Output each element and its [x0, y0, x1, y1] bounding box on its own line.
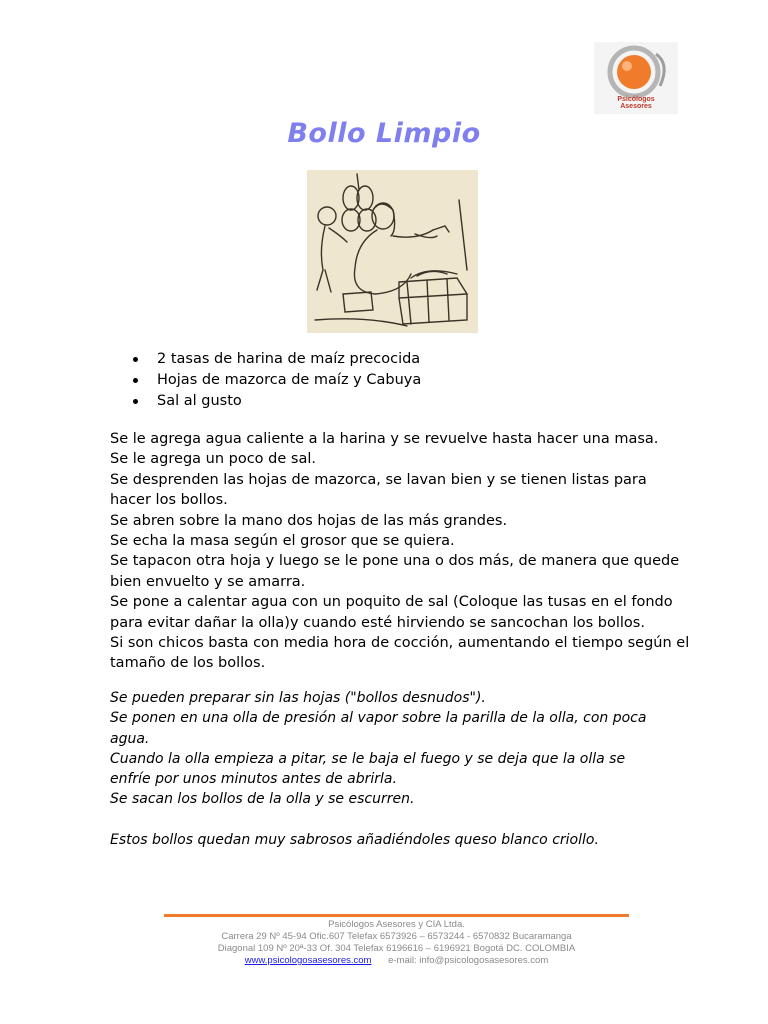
logo-text-line2: Asesores: [620, 103, 652, 110]
tip-line: Se sacan los bollos de la olla y se escurren.: [110, 791, 415, 808]
page-title: Bollo Limpio: [287, 118, 481, 149]
tip-line: enfríe por unos minutos antes de abrirla.: [110, 771, 397, 788]
step-line: Si son chicos basta con media hora de cocción, aumentando el tiempo según el: [110, 635, 690, 652]
step-line: Se pone a calentar agua con un poquito de sal (Coloque las tusas en el fondo: [110, 594, 673, 611]
footer-company: Psicólogos Asesores y CIA Ltda.: [328, 919, 465, 930]
variation-tips: [110, 688, 690, 810]
email-text: e-mail: info@psicologosasesores.com: [388, 955, 549, 966]
step-line: Se echa la masa según el grosor que se quiera.: [110, 533, 455, 550]
page-footer: [164, 919, 629, 967]
final-note: [110, 830, 599, 850]
ingredients-list: [131, 349, 421, 412]
step-line: hacer los bollos.: [110, 492, 228, 509]
ingredient-item: Hojas de mazorca de maíz y Cabuya: [131, 370, 421, 391]
footer-contact: [164, 955, 629, 967]
step-line: tamaño de los bollos.: [110, 655, 266, 672]
tip-line: Se pueden preparar sin las hojas ("bollos desnudos").: [110, 690, 486, 706]
step-line: Se abren sobre la mano dos hojas de las más grandes.: [110, 512, 508, 529]
logo-text-line1: Psicólogos: [617, 96, 655, 103]
step-line: Se tapacon otra hoja y luego se le pone una o dos más, de manera que quede: [110, 553, 680, 570]
woman-child-sketch-icon: [307, 170, 478, 333]
ingredient-item: Sal al gusto: [131, 391, 421, 412]
company-logo: [594, 42, 678, 114]
preparation-steps: [110, 429, 690, 674]
ingredient-item: 2 tasas de harina de maíz precocida: [131, 349, 421, 370]
tip-line: agua.: [110, 730, 150, 747]
tip-line: Cuando la olla empieza a pitar, se le baja el fuego y se deja que la olla se: [110, 750, 626, 767]
step-line: para evitar dañar la olla)y cuando esté hirviendo se sancochan los bollos.: [110, 614, 645, 631]
step-line: Se le agrega agua caliente a la harina y se revuelve hasta hacer una masa.: [110, 431, 659, 447]
recipe-illustration: [307, 170, 478, 333]
step-line: Se le agrega un poco de sal.: [110, 451, 316, 468]
tip-line: Se ponen en una olla de presión al vapor sobre la parilla de la olla, con poca: [110, 710, 647, 727]
step-line: Se desprenden las hojas de mazorca, se lavan bien y se tienen listas para: [110, 471, 647, 488]
footer-divider: [164, 914, 629, 917]
footer-address-bogota: Diagonal 109 Nº 20ª-33 Of. 304 Telefax 6196616 – 6196921 Bogotá DC. COLOMBIA: [217, 943, 576, 954]
final-note-text: Estos bollos quedan muy sabrosos añadiéndoles queso blanco criollo.: [110, 832, 599, 848]
footer-address-bucaramanga: Carrera 29 Nº 45-94 Ofic.607 Telefax 6573926 – 6573244 - 6570832 Bucaramanga: [221, 931, 572, 942]
website-link[interactable]: www.psicologosasesores.com: [244, 955, 372, 966]
step-line: bien envuelto y se amarra.: [110, 573, 306, 590]
